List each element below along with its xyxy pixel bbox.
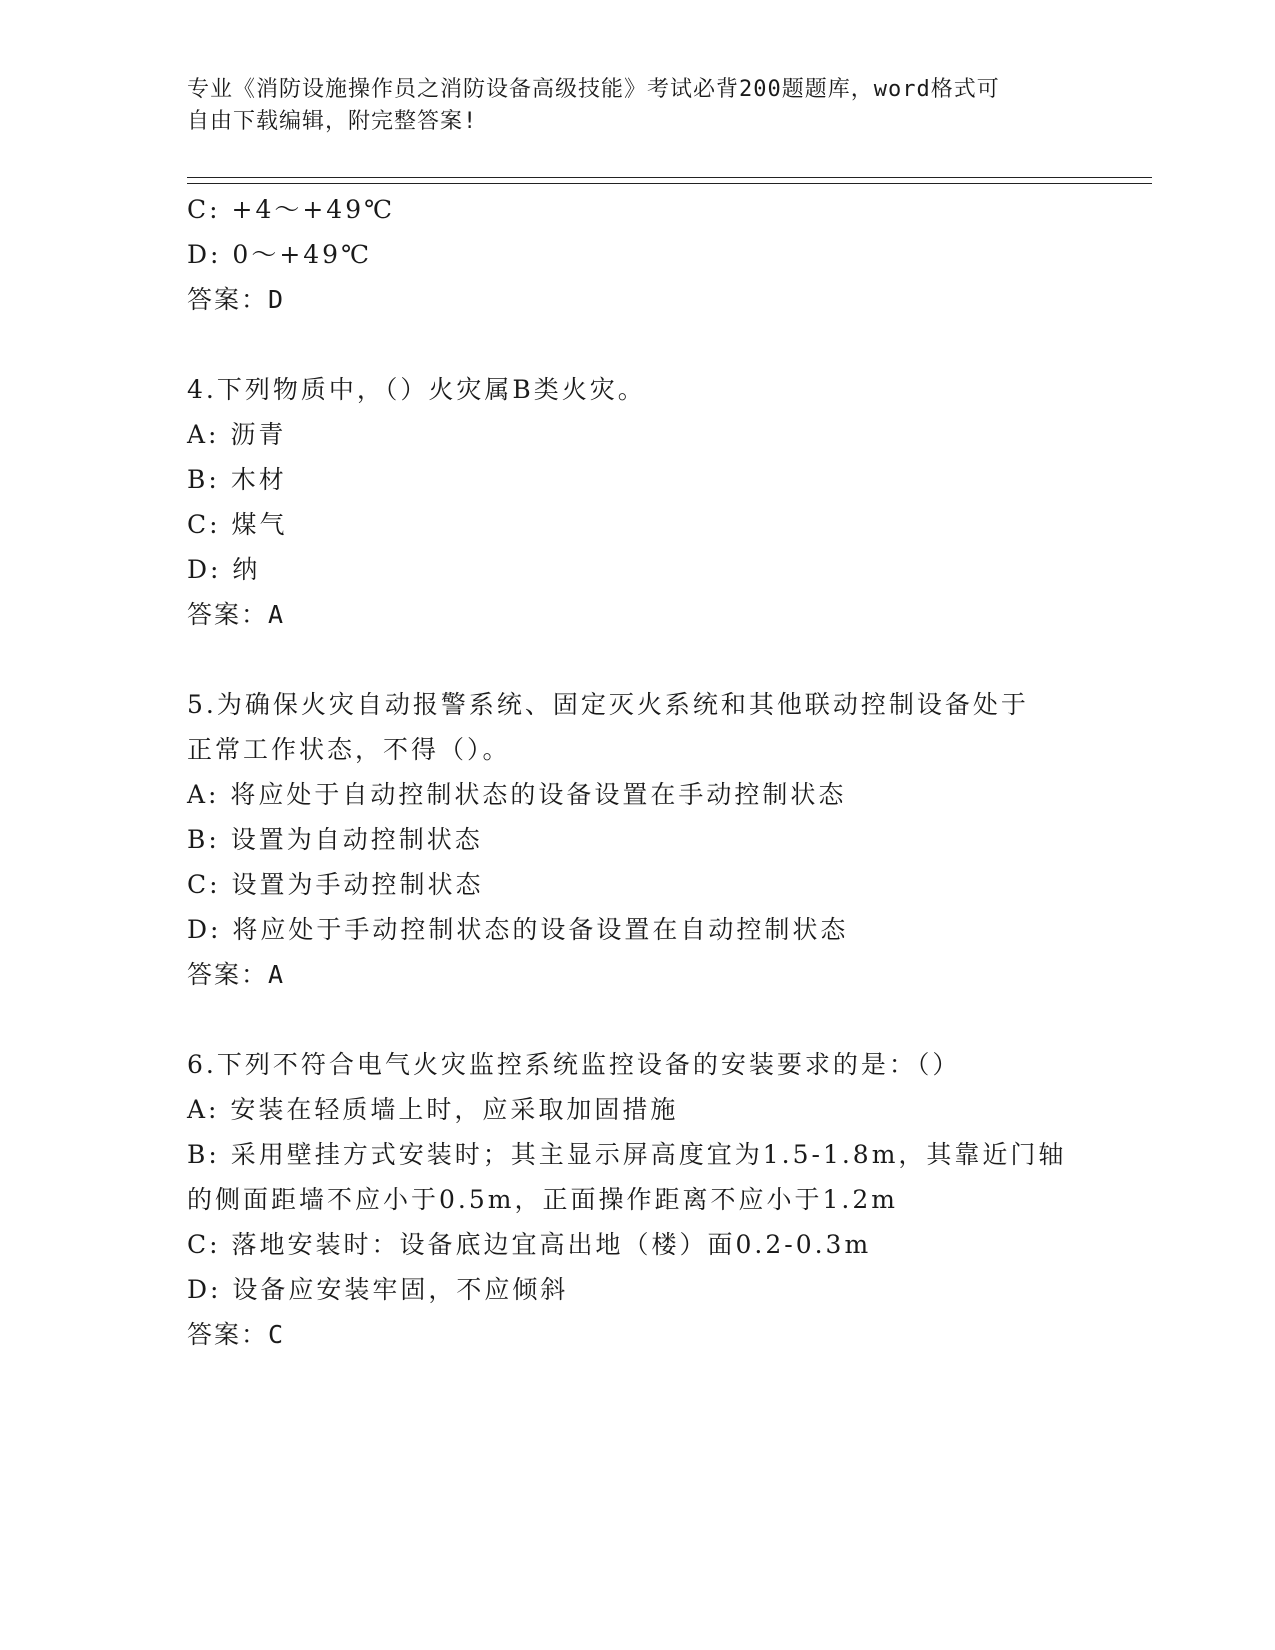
q5-question-line-2: 正常工作状态，不得（）。 bbox=[187, 735, 511, 764]
answer-label: 答案： bbox=[187, 285, 269, 314]
q6-option-a: A: 安装在轻质墙上时，应采取加固措施 bbox=[187, 1095, 679, 1124]
q6-question: 6.下列不符合电气火灾监控系统监控设备的安装要求的是：（） bbox=[187, 1050, 961, 1079]
q3-option-c: C: +4～+49℃ bbox=[187, 195, 396, 224]
q4-option-a: A: 沥青 bbox=[187, 420, 287, 449]
answer-value: C bbox=[268, 1320, 286, 1349]
q6-option-b-line-1: B: 采用壁挂方式安装时；其主显示屏高度宜为1.5-1.8m，其靠近门轴 bbox=[187, 1140, 1067, 1169]
q5-option-a: A: 将应处于自动控制状态的设备设置在手动控制状态 bbox=[187, 780, 847, 809]
q5-option-c: C: 设置为手动控制状态 bbox=[187, 870, 484, 899]
q3-option-d: D: 0～+49℃ bbox=[187, 240, 373, 269]
q4-question: 4.下列物质中，（）火灾属B类火灾。 bbox=[187, 375, 646, 404]
q4-option-d: D: 纳 bbox=[187, 555, 261, 584]
header-line-1: 专业《消防设施操作员之消防设备高级技能》考试必背200题题库，word格式可 bbox=[187, 77, 1000, 102]
q5-option-d: D: 将应处于手动控制状态的设备设置在自动控制状态 bbox=[187, 915, 849, 944]
answer-label: 答案： bbox=[187, 1320, 269, 1349]
answer-label: 答案： bbox=[187, 600, 269, 629]
q5-option-b: B: 设置为自动控制状态 bbox=[187, 825, 483, 854]
q6-option-d: D: 设备应安装牢固，不应倾斜 bbox=[187, 1275, 569, 1304]
header-divider-top bbox=[187, 177, 1152, 178]
q4-answer bbox=[187, 600, 285, 630]
q6-option-b-line-2: 的侧面距墙不应小于0.5m，正面操作距离不应小于1.2m bbox=[187, 1185, 898, 1214]
q6-answer bbox=[187, 1320, 285, 1350]
answer-value: A bbox=[268, 960, 286, 989]
header-divider-bottom bbox=[187, 183, 1152, 184]
q5-question-line-1: 5.为确保火灾自动报警系统、固定灭火系统和其他联动控制设备处于 bbox=[187, 690, 1029, 719]
answer-value: A bbox=[268, 600, 286, 629]
answer-value: D bbox=[268, 285, 286, 314]
header-line-2: 自由下载编辑，附完整答案! bbox=[187, 109, 478, 134]
answer-label: 答案： bbox=[187, 960, 269, 989]
document-header bbox=[187, 74, 1087, 138]
q3-answer bbox=[187, 285, 285, 315]
q6-option-c: C: 落地安装时：设备底边宜高出地（楼）面0.2-0.3m bbox=[187, 1230, 872, 1259]
q5-answer bbox=[187, 960, 285, 990]
q4-option-b: B: 木材 bbox=[187, 465, 287, 494]
q4-option-c: C: 煤气 bbox=[187, 510, 288, 539]
